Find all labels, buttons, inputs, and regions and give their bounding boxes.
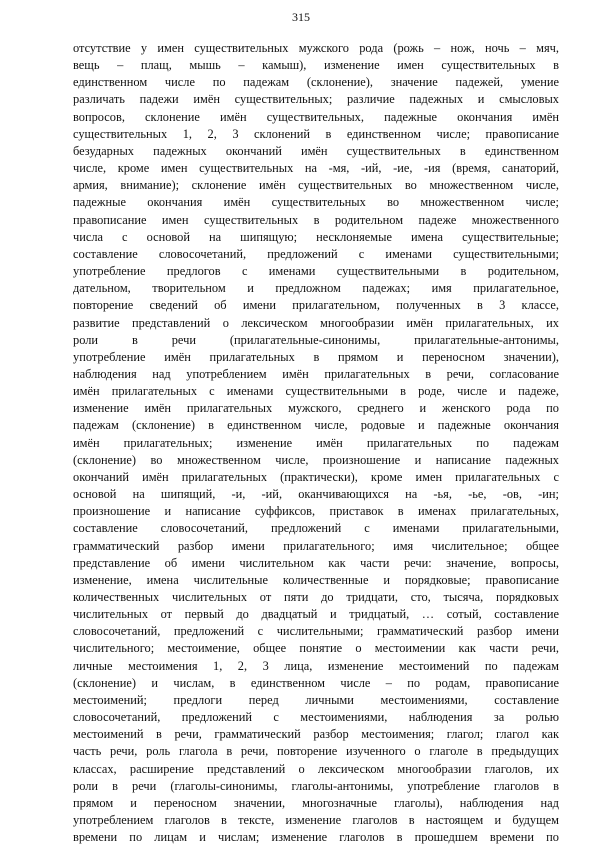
text-line: имён прилагательных; изменение имён прилагательных по падежам (73, 435, 559, 450)
text-line: падежам (склонение) в единственном числе, родовые и падежные окончания (73, 418, 559, 433)
text-line: безударных падежных окончаний имён существительных в единственном (73, 143, 559, 158)
text-line: имён прилагательных с именами существительными в роде, числе и падеже, (73, 384, 559, 399)
text-line: дательном, творительном и предложном падежах; имя прилагательное, (73, 281, 559, 296)
text-line: развитие представлений о лексическом многообразии имён прилагательных, их (73, 315, 559, 330)
page-number: 315 (292, 10, 310, 24)
text-line: основой на шипящий, -и, -ий, оканчивающихся на -ья, -ье, -ов, -ин; (73, 487, 559, 502)
text-line: числительного; местоимение, общее понятие о местоимении как части речи, (73, 641, 559, 656)
text-line: вопросов, склонение имён существительных, падежные окончания имён (73, 109, 559, 124)
text-line: составление словосочетаний, предложений с именами прилагательными, (73, 521, 559, 536)
text-line: словосочетаний, предложений с числительными; грамматический разбор имени (73, 624, 559, 639)
text-line: числа с основой на шипящую; несклоняемые имена существительные; (73, 229, 559, 244)
text-line: числе, кроме имен существительных на -мя, -ий, -ие, -ия (время, санаторий, (73, 161, 559, 176)
text-line: повторение сведений об имени прилагательном, полученных в 3 классе, (73, 298, 559, 313)
text-line: изменение имён прилагательных мужского, среднего и женского рода по (73, 401, 559, 416)
text-line: представление об имени числительном как части речи: значение, вопросы, (73, 555, 559, 570)
text-line: количественных числительных от пяти до тридцати, сто, тысяча, порядковых (73, 590, 559, 604)
text-line: вещь – плащ, мышь – камыш), изменение имен существительных в (73, 58, 559, 73)
text-line: падежные окончания имён существительных во множественном числе; (73, 195, 559, 210)
text-line: словосочетаний, предложений с местоимениями, наблюдения за ролью (73, 710, 559, 725)
text-line: местоимений в речи, грамматический разбор местоимения; глагол; глагол как (73, 727, 559, 742)
text-line: употреблением глаголов в тексте, изменение глаголов в настоящем и будущем (73, 813, 559, 828)
text-line: роли в речи (глаголы-синонимы, глаголы-антонимы, употребление глаголов в (73, 778, 559, 793)
text-line: часть речи, роль глагола в речи, повторение изученного о глаголе в предыдущих (73, 744, 559, 759)
text-line: единственном числе по падежам (склонение), значение падежей, умение (73, 75, 559, 90)
text-line: личные местоимения 1, 2, 3 лица, изменение местоимений по падежам (73, 658, 559, 673)
text-line: отсутствие у имен существительных мужского рода (рожь – нож, ночь – мяч, (73, 41, 559, 55)
text-line: (склонение) во множественном числе, произношение и написание падежных (73, 452, 559, 467)
text-line: (склонение) и числам, в единственном числе – по родам, правописание (73, 675, 559, 690)
text-line: окончаний имён прилагательных (практически), кроме имен прилагательных с (73, 469, 559, 484)
text-line: употребление имён прилагательных в прямом и переносном значении), (73, 349, 559, 364)
text-line: числительных от первый до двадцатый и тридцатый, … сотый, составление (73, 607, 559, 622)
text-line: классах, расширение представлений о лексическом многообразии глаголов, их (73, 761, 559, 776)
text-line: времени по лицам и числам; изменение глаголов в прошедшем времени по (73, 830, 559, 845)
text-line: местоимений; предлоги перед личными местоимениями, составление (73, 692, 559, 707)
text-line: роли в речи (прилагательные-синонимы, прилагательные-антонимы, (73, 332, 559, 347)
text-line: армия, внимание); склонение имён существительных во множественном числе, (73, 178, 559, 193)
text-line: употребление предлогов с именами существительными в родительном, (73, 264, 559, 279)
text-line: наблюдения над употреблением имён прилагательных в речи, согласование (73, 366, 559, 381)
text-line: прямом и переносном значении, многозначные глаголы), наблюдения над (73, 795, 559, 810)
text-line: правописание имен существительных в родительном падеже множественного (73, 212, 559, 227)
text-line: существительных 1, 2, 3 склонений в единственном числе; правописание (73, 126, 559, 141)
text-line: произношение и написание суффиксов, приставок в именах прилагательных, (73, 504, 559, 519)
text-line: составление словосочетаний, предложений с именами существительными; (73, 246, 559, 261)
text-line: грамматический разбор имени прилагательного; имя числительное; общее (73, 538, 559, 553)
body-text (73, 40, 559, 846)
text-line: различать падежи имён существительных; различие падежных и смысловых (73, 92, 559, 107)
text-line: изменение, имена числительные количественные и порядковые; правописание (73, 572, 559, 587)
